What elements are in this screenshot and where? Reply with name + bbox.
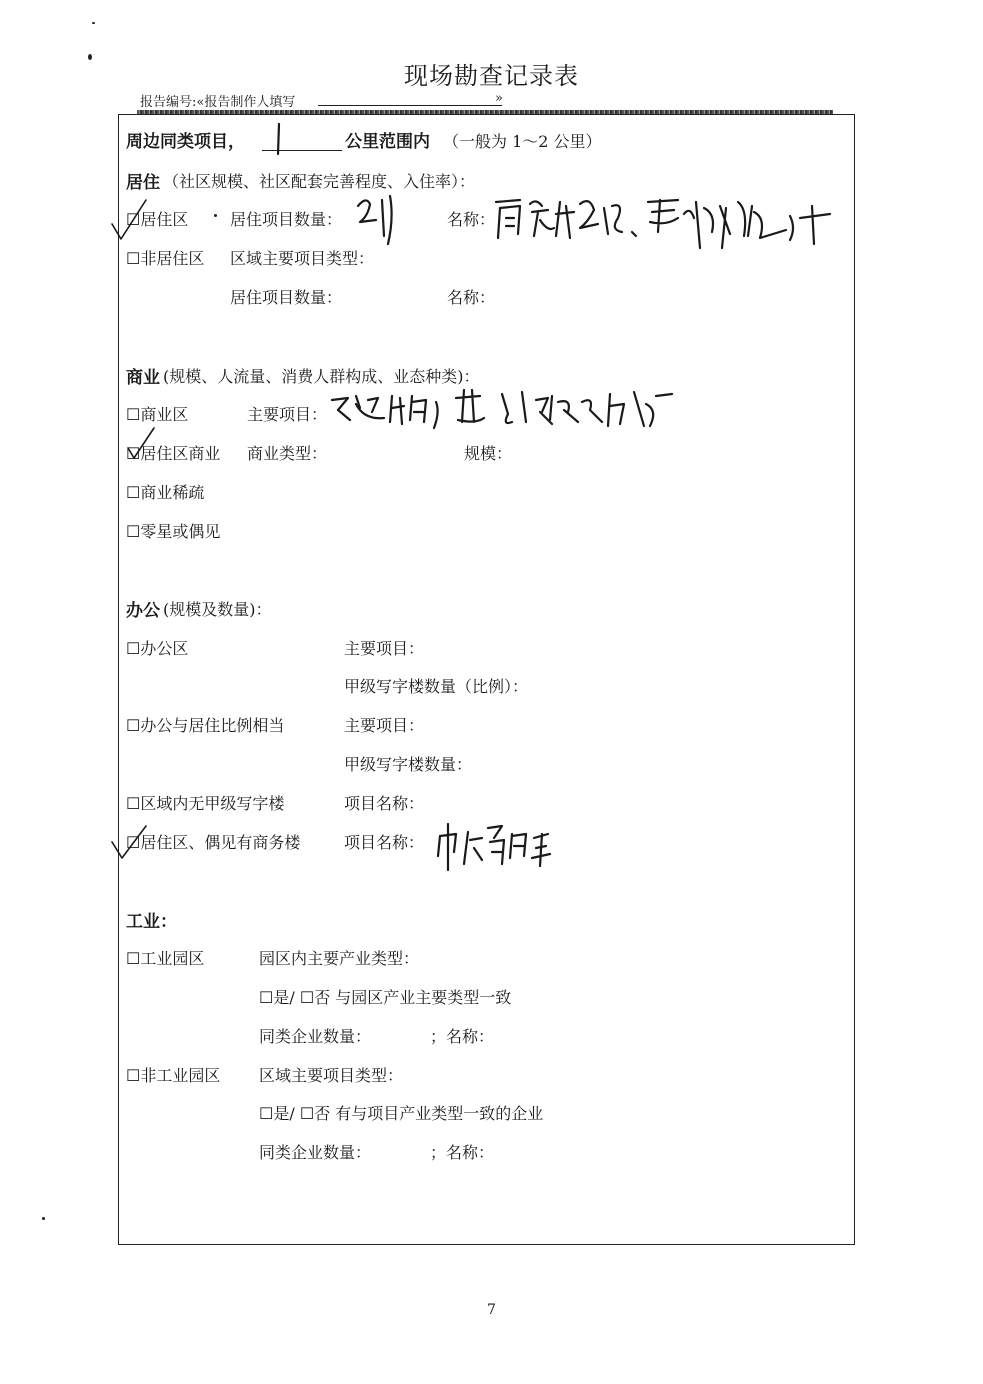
check-mark-icon	[108, 196, 150, 244]
no-checkbox-2[interactable]: ☐否	[299, 1104, 331, 1123]
park-main-type-label: 园区内主要产业类型：	[259, 949, 420, 968]
office-area-checkbox[interactable]: ☐办公区	[126, 639, 189, 658]
commerce-heading: 商业	[126, 368, 160, 388]
page-number: 7	[487, 1302, 496, 1318]
commerce-scale-label: 规模：	[464, 444, 513, 463]
checkbox-icon: ☐	[126, 949, 141, 968]
office-grade-a-label-2: 甲级写字楼数量：	[344, 755, 473, 774]
checkbox-icon: ☐	[299, 988, 315, 1007]
office-heading-note: (规模及数量)：	[163, 600, 272, 619]
residential-count-label-2: 居住项目数量：	[230, 288, 343, 307]
checkbox-icon: ☐	[126, 405, 141, 424]
commerce-heading-note: (规模、人流量、消费人群构成、业态种类)：	[163, 367, 480, 386]
occasional-commerce-checkbox[interactable]: ☐零星或偶见	[126, 522, 221, 541]
park-consistency-row	[259, 985, 511, 1008]
checkbox-icon: ☐	[259, 988, 274, 1007]
checkbox-icon: ☐	[126, 639, 141, 658]
checkbox-icon: ☐	[126, 444, 141, 463]
residential-count-label: 居住项目数量：	[230, 210, 343, 229]
residential-type-label: 区域主要项目类型：	[230, 249, 375, 268]
checkbox-icon: ☐	[259, 1104, 274, 1123]
office-residential-balance-checkbox[interactable]: ☐办公与居住比例相当	[126, 716, 285, 735]
residential-occasional-office-checkbox[interactable]: ☐居住区、偶见有商务楼	[126, 833, 301, 852]
office-grade-a-label: 甲级写字楼数量（比例）：	[344, 677, 529, 696]
region-consistency-label: 有与项目产业类型一致的企业	[335, 1104, 544, 1123]
handwritten-count	[352, 192, 406, 250]
report-number-label: 报告编号:«报告制作人填写	[140, 95, 296, 110]
surrounding-suffix: 公里范围内	[345, 132, 430, 152]
residential-heading-note: （社区规模、社区配套完善程度、入住率）：	[163, 172, 476, 191]
scan-speck	[92, 22, 95, 24]
scan-speck	[88, 54, 92, 60]
check-mark-icon	[124, 424, 158, 464]
region-consistency-row	[259, 1101, 543, 1124]
handwritten-commerce-projects	[326, 382, 678, 444]
residential-heading: 居住	[126, 173, 160, 193]
checkbox-icon: ☐	[126, 210, 141, 229]
commerce-main-label: 主要项目：	[247, 405, 328, 424]
checkbox-icon: ☐	[126, 1066, 141, 1085]
residential-area-checkbox[interactable]: ☐居住区	[126, 210, 189, 229]
no-grade-a-office-checkbox[interactable]: ☐区域内无甲级写字楼	[126, 794, 285, 813]
industry-heading: 工业：	[126, 912, 177, 932]
non-industrial-park-checkbox[interactable]: ☐非工业园区	[126, 1066, 221, 1085]
checkbox-icon: ☐	[126, 249, 141, 268]
park-consistency-label: 与园区产业主要类型一致	[335, 988, 512, 1007]
region-type-label: 区域主要项目类型：	[259, 1066, 404, 1085]
commerce-type-label: 商业类型：	[247, 444, 328, 463]
region-name-label: ；名称：	[430, 1143, 495, 1162]
non-residential-checkbox[interactable]: ☐非居住区	[126, 249, 205, 268]
checkbox-icon: ☐	[126, 483, 141, 502]
scan-speck	[214, 214, 217, 217]
industrial-park-checkbox[interactable]: ☐工业园区	[126, 949, 205, 968]
office-heading: 办公	[126, 601, 160, 621]
checkbox-icon: ☐	[126, 716, 141, 735]
check-mark-icon	[108, 822, 150, 862]
office-main-label-2: 主要项目：	[344, 716, 425, 735]
checkbox-icon: ☐	[299, 1104, 315, 1123]
surrounding-note: （一般为 1～2 公里）	[443, 132, 602, 151]
page-title: 现场勘查记录表	[404, 62, 579, 90]
yes-checkbox[interactable]: ☐是/	[259, 988, 295, 1007]
office-project-name-label-2: 项目名称：	[344, 833, 425, 852]
handwritten-residential-names	[490, 188, 838, 266]
park-name-label: ；名称：	[430, 1027, 495, 1046]
residential-commerce-checkbox[interactable]: ☐居住区商业	[126, 444, 221, 463]
report-number-blank	[318, 105, 502, 106]
surrounding-prefix: 周边同类项目，	[126, 132, 245, 152]
commercial-area-checkbox[interactable]: ☐商业区	[126, 405, 189, 424]
checkbox-icon: ☐	[126, 833, 141, 852]
no-checkbox[interactable]: ☐否	[299, 988, 331, 1007]
office-main-label: 主要项目：	[344, 639, 425, 658]
residential-name-label: 名称：	[447, 210, 496, 229]
handwritten-distance-mark	[272, 122, 286, 156]
handwritten-office-project	[430, 818, 554, 874]
yes-checkbox-2[interactable]: ☐是/	[259, 1104, 295, 1123]
residential-name-label-2: 名称：	[447, 288, 496, 307]
checkbox-icon: ☐	[126, 522, 141, 541]
park-similar-count-label: 同类企业数量：	[259, 1027, 372, 1046]
checkbox-icon: ☐	[126, 794, 141, 813]
office-project-name-label: 项目名称：	[344, 794, 425, 813]
sparse-commerce-checkbox[interactable]: ☐商业稀疏	[126, 483, 205, 502]
scan-speck	[42, 1217, 45, 1220]
report-number-close: »	[495, 91, 503, 106]
region-similar-count-label: 同类企业数量：	[259, 1143, 372, 1162]
